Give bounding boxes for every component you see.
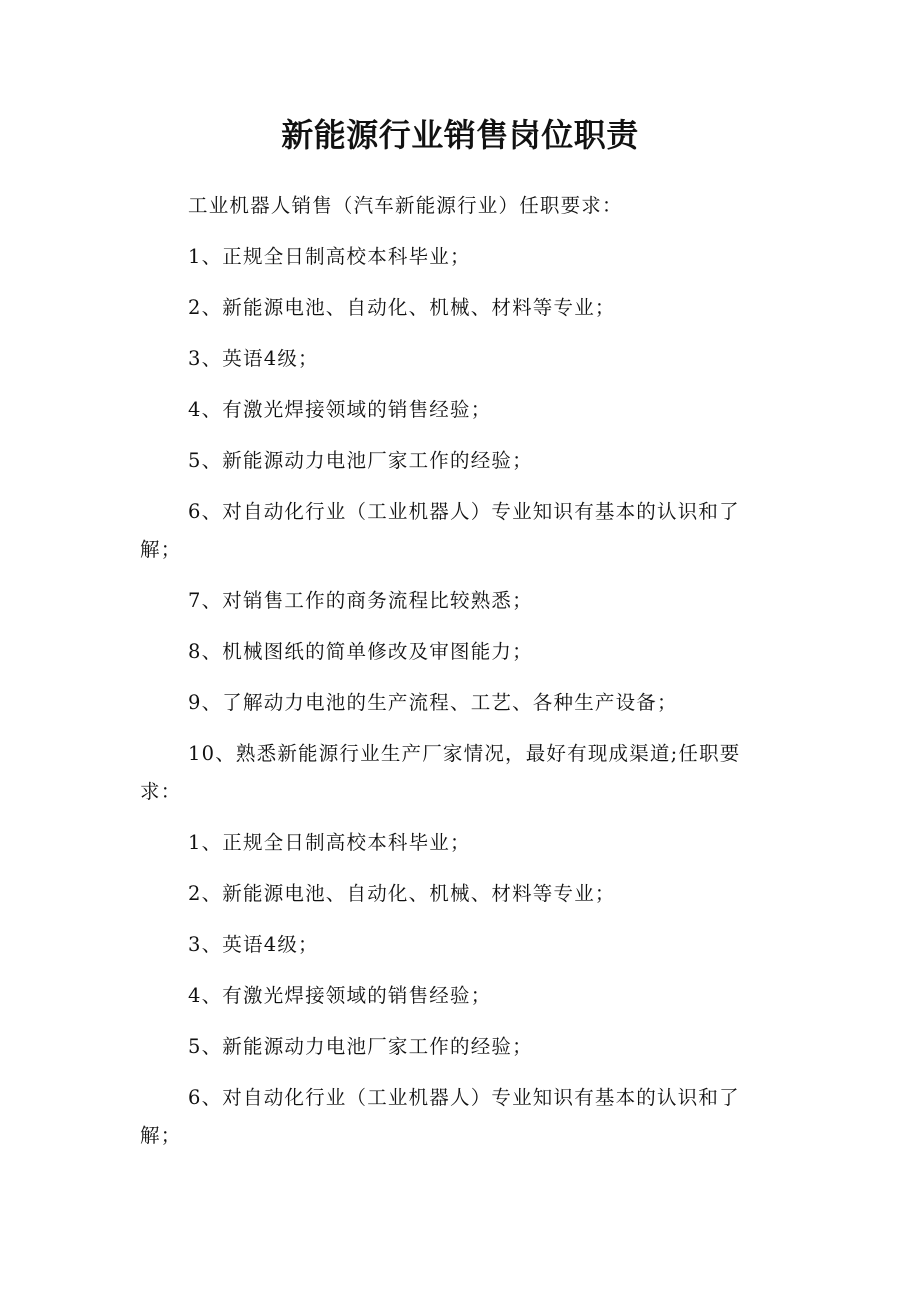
paragraph-item: 2、新能源电池、自动化、机械、材料等专业； [188,882,616,905]
paragraph-item: 3、英语4级； [188,933,319,956]
paragraph-item: 8、机械图纸的简单修改及审图能力； [188,640,533,663]
paragraph-item: 1、正规全日制高校本科毕业； [188,831,471,854]
paragraph-item: 9、了解动力电池的生产流程、工艺、各种生产设备； [188,691,678,714]
paragraph-item: 2、新能源电池、自动化、机械、材料等专业； [188,296,616,319]
paragraph-item: 5、新能源动力电池厂家工作的经验； [188,1035,533,1058]
document-body [140,187,765,1155]
paragraph-intro: 工业机器人销售（汽车新能源行业）任职要求： [188,194,623,217]
paragraph-item: 4、有激光焊接领域的销售经验； [188,398,492,421]
paragraph-item: 6、对自动化行业（工业机器人）专业知识有基本的认识和了解； [140,500,740,561]
paragraph-item: 5、新能源动力电池厂家工作的经验； [188,449,533,472]
paragraph-item: 6、对自动化行业（工业机器人）专业知识有基本的认识和了解； [140,1086,740,1147]
paragraph-item: 7、对销售工作的商务流程比较熟悉； [188,589,533,612]
paragraph-item: 1、正规全日制高校本科毕业； [188,245,471,268]
paragraph-item: 4、有激光焊接领域的销售经验； [188,984,492,1007]
document-title: 新能源行业销售岗位职责 [281,116,639,154]
paragraph-item: 3、英语4级； [188,347,319,370]
paragraph-item: 10、熟悉新能源行业生产厂家情况，最好有现成渠道;任职要求： [140,742,741,803]
